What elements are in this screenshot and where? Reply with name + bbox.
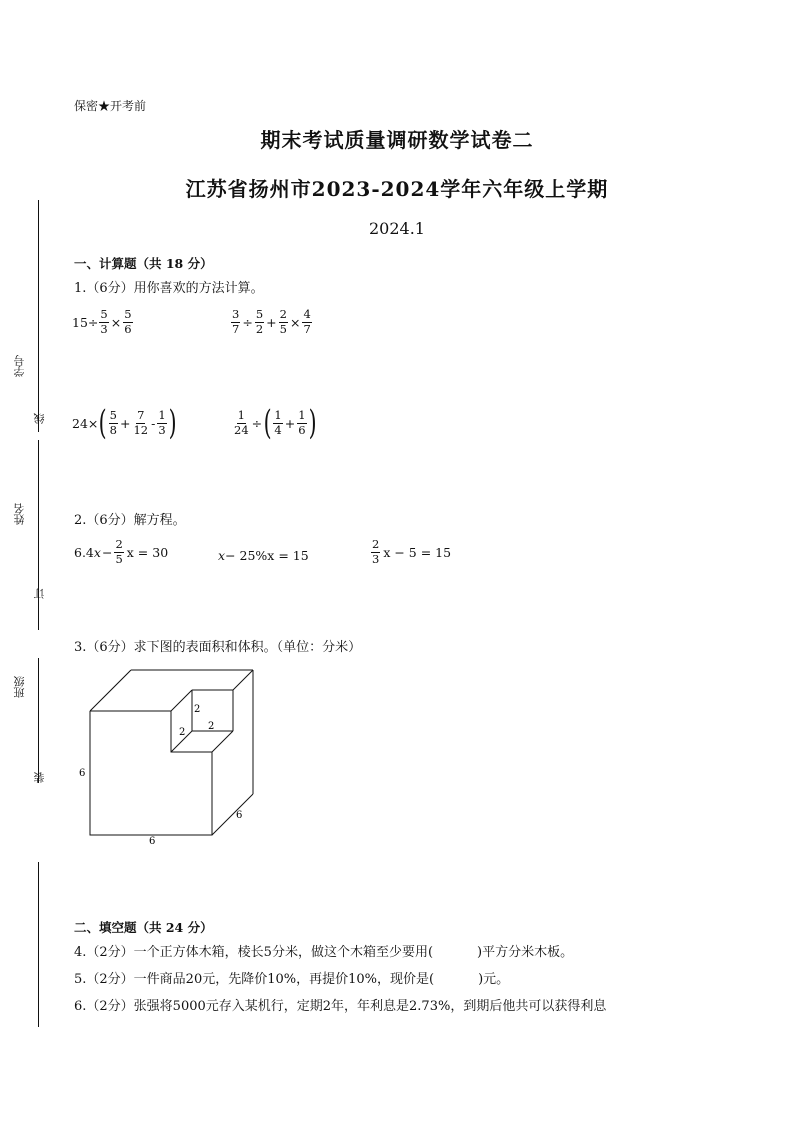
q1-expression-2 — [230, 309, 313, 335]
dim-height: 6 — [79, 768, 86, 779]
q1-expression-3 — [72, 403, 177, 443]
operator: × — [289, 314, 301, 330]
numerator: 1 — [298, 408, 306, 422]
margin-label-seal: 装 — [33, 772, 46, 783]
denominator: 3 — [372, 551, 380, 566]
exam-subtitle: 江苏省扬州市2023-2024学年六年级上学期 — [185, 177, 609, 201]
dim-depth: 6 — [236, 810, 243, 821]
term: 15÷ — [72, 314, 99, 330]
margin-label-name: 姓名 — [13, 503, 26, 525]
dim-width: 6 — [149, 836, 156, 847]
operator: + — [119, 415, 131, 431]
denominator: 3 — [158, 422, 166, 437]
denominator: 6 — [298, 422, 306, 437]
numerator: 7 — [137, 408, 145, 422]
operator: + — [266, 314, 277, 330]
denominator: 6 — [124, 321, 132, 336]
q4-text-before: 4.（2分）一个正方体木箱，棱长5分米，做这个木箱至少要用( — [74, 945, 434, 960]
right-paren: ) — [168, 403, 177, 443]
term: 24× — [72, 415, 99, 431]
binding-line-4 — [38, 862, 39, 1027]
section1-heading: 一、计算题（共 18 分） — [74, 256, 213, 271]
operator: + — [284, 415, 296, 431]
margin-label-student-id: 学号 — [13, 355, 26, 377]
denominator: 24 — [234, 422, 249, 437]
q2-equation-1 — [74, 539, 168, 565]
numerator: 2 — [115, 537, 123, 551]
operator: - — [151, 415, 156, 431]
fraction — [233, 410, 250, 436]
fraction — [371, 539, 380, 565]
confidential-label: 保密★开考前 — [74, 99, 147, 113]
fraction — [157, 410, 166, 436]
operator: ÷ — [251, 415, 263, 431]
q5-text-before: 5.（2分）一件商品20元，先降价10%，再提价10%，现价是( — [74, 972, 435, 987]
fraction — [132, 410, 149, 436]
margin-label-bind: 订 — [33, 588, 46, 599]
fraction — [114, 539, 123, 565]
q3-prompt: 3.（6分）求下图的表面积和体积。（单位：分米） — [74, 640, 362, 655]
numerator: 4 — [303, 307, 311, 321]
margin-label-class: 班级 — [13, 676, 26, 698]
q6-text: 6.（2分）张强将5000元存入某机行，定期2年，年利息是2.73%，到期后他共可以获得利息 — [74, 999, 607, 1014]
fraction — [109, 410, 118, 436]
q5-text-after: )元。 — [478, 972, 510, 987]
fraction — [255, 309, 264, 335]
denominator: 7 — [232, 321, 240, 336]
denominator: 4 — [274, 422, 282, 437]
q2-equation-2 — [218, 548, 309, 563]
coefficient: 6.4 — [74, 544, 94, 560]
q1-expression-1 — [72, 309, 134, 335]
left-paren: ( — [99, 403, 108, 443]
right-paren: ) — [308, 403, 317, 443]
fraction — [297, 410, 306, 436]
fraction — [231, 309, 240, 335]
section2-heading: 二、填空题（共 24 分） — [74, 920, 213, 935]
left-paren: ( — [263, 403, 272, 443]
cube-figure — [70, 660, 270, 850]
q1-prompt: 1.（6分）用你喜欢的方法计算。 — [74, 281, 264, 296]
variable: x — [93, 544, 101, 560]
q5-text — [74, 972, 509, 988]
numerator: 5 — [109, 408, 117, 422]
q2-prompt: 2.（6分）解方程。 — [74, 513, 186, 528]
q4-text — [74, 945, 573, 961]
operator: − — [101, 544, 113, 560]
denominator: 12 — [133, 422, 149, 437]
numerator: 1 — [158, 408, 166, 422]
denominator: 3 — [100, 321, 108, 336]
equation-rest: x − 5 = 15 — [383, 544, 452, 560]
q1-expression-4 — [232, 403, 317, 443]
numerator: 2 — [372, 537, 380, 551]
denominator: 2 — [255, 321, 264, 336]
margin-label-line: 线 — [33, 413, 46, 424]
equation-rest: x = 30 — [126, 544, 169, 560]
fraction — [99, 309, 108, 335]
fraction — [279, 309, 288, 335]
denominator: 5 — [115, 551, 123, 566]
denominator: 8 — [109, 422, 117, 437]
numerator: 2 — [279, 307, 287, 321]
numerator: 5 — [124, 307, 132, 321]
numerator: 5 — [100, 307, 108, 321]
exam-title: 期末考试质量调研数学试卷二 — [260, 128, 534, 152]
numerator: 5 — [255, 307, 264, 321]
binding-line-3 — [38, 658, 39, 783]
dim-inner-front: 2 — [208, 721, 215, 732]
numerator: 1 — [237, 408, 245, 422]
denominator: 7 — [303, 321, 311, 336]
q2-equation-3 — [370, 539, 451, 565]
fraction — [123, 309, 132, 335]
denominator: 5 — [279, 321, 287, 336]
binding-line-2 — [38, 440, 39, 630]
operator: × — [110, 314, 122, 330]
variable: x — [218, 548, 226, 563]
fraction — [273, 410, 282, 436]
exam-date: 2024.1 — [369, 219, 425, 238]
fraction — [302, 309, 311, 335]
numerator: 3 — [232, 307, 240, 321]
operator: ÷ — [242, 314, 253, 330]
dim-inner-left: 2 — [179, 727, 186, 738]
q4-text-after: )平方分米木板。 — [477, 945, 574, 960]
equation-rest: − 25%x = 15 — [225, 548, 309, 563]
dim-inner-top: 2 — [194, 704, 201, 715]
numerator: 1 — [274, 408, 282, 422]
